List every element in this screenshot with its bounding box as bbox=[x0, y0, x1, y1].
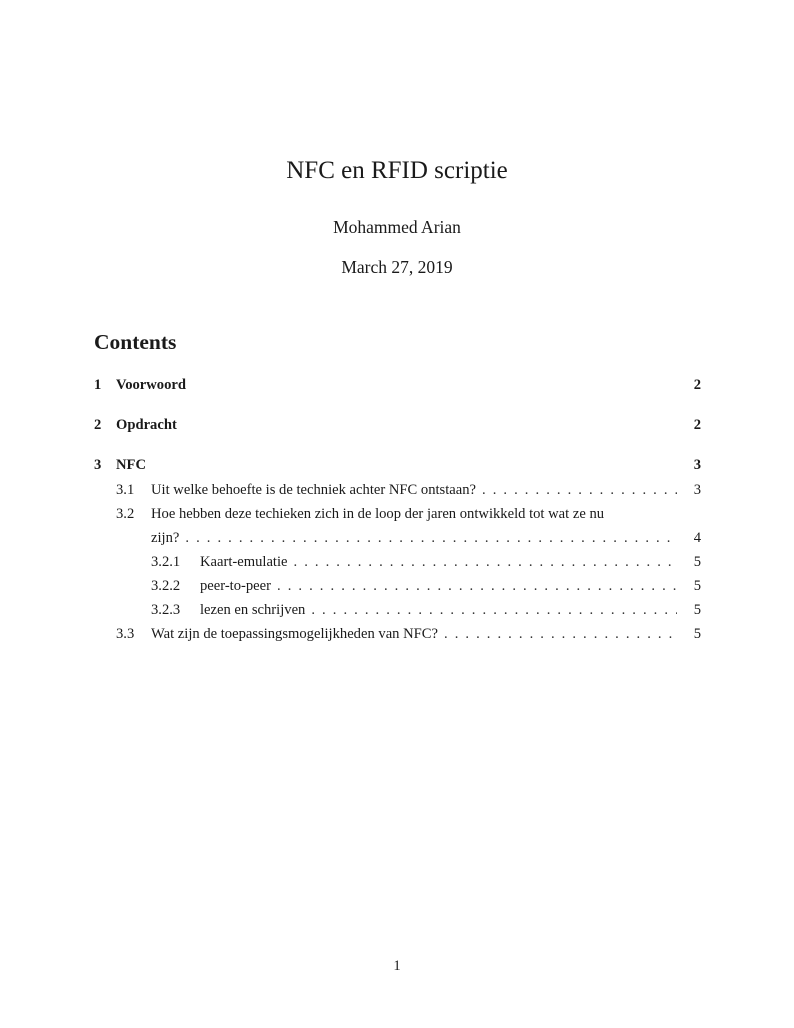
toc-page: 4 bbox=[693, 530, 701, 546]
toc-entry-3-2-2[interactable] bbox=[151, 576, 701, 596]
toc-number: 3.2.2 bbox=[151, 578, 181, 594]
contents-heading: Contents bbox=[94, 330, 177, 354]
dot-leader bbox=[482, 480, 677, 500]
toc-entry-3-2-continued[interactable] bbox=[151, 528, 701, 548]
dot-leader bbox=[277, 576, 677, 596]
toc-page: 5 bbox=[693, 578, 701, 594]
dot-leader bbox=[444, 624, 677, 644]
toc-label: Voorwoord bbox=[116, 377, 186, 393]
toc-entry-3-3[interactable] bbox=[116, 624, 701, 644]
toc-page: 3 bbox=[693, 457, 701, 473]
toc-entry-3-1[interactable] bbox=[116, 480, 701, 500]
document-author: Mohammed Arian bbox=[333, 217, 461, 237]
dot-leader bbox=[294, 552, 677, 572]
toc-label: peer-to-peer bbox=[200, 578, 272, 594]
toc-entry-3-2-3[interactable] bbox=[151, 600, 701, 620]
dot-leader bbox=[185, 528, 677, 548]
toc-label: lezen en schrijven bbox=[200, 602, 306, 618]
toc-number: 3.2 bbox=[116, 506, 135, 522]
toc-number: 1 bbox=[94, 377, 102, 393]
toc-label: Hoe hebben deze techieken zich in de loop der jaren ontwikkeld tot wat ze nu bbox=[151, 506, 605, 522]
toc-entry-nfc[interactable] bbox=[94, 455, 701, 475]
toc-entry-3-2-1[interactable] bbox=[151, 552, 701, 572]
toc-page: 5 bbox=[693, 602, 701, 618]
toc-page: 5 bbox=[693, 626, 701, 642]
toc-label: Opdracht bbox=[116, 417, 177, 433]
toc-number: 3.2.1 bbox=[151, 554, 181, 570]
toc-label: zijn? bbox=[151, 530, 180, 546]
toc-entry-3-2[interactable] bbox=[116, 504, 701, 524]
toc-number: 3.2.3 bbox=[151, 602, 181, 618]
toc-page: 5 bbox=[693, 554, 701, 570]
toc-number: 3.3 bbox=[116, 626, 135, 642]
toc-number: 2 bbox=[94, 417, 102, 433]
toc-number: 3 bbox=[94, 457, 102, 473]
dot-leader bbox=[311, 600, 677, 620]
toc-label: Uit welke behoefte is de techniek achter NFC ontstaan? bbox=[151, 482, 477, 498]
toc-number: 3.1 bbox=[116, 482, 135, 498]
toc-entry-opdracht[interactable] bbox=[94, 415, 701, 435]
document-date: March 27, 2019 bbox=[341, 257, 453, 277]
document-title: NFC en RFID scriptie bbox=[286, 157, 508, 184]
toc-page: 3 bbox=[693, 482, 701, 498]
toc-label: NFC bbox=[116, 457, 146, 473]
page-number: 1 bbox=[393, 958, 401, 974]
toc-label: Kaart-emulatie bbox=[200, 554, 288, 570]
toc-label: Wat zijn de toepassingsmogelijkheden van NFC? bbox=[151, 626, 438, 642]
toc-page: 2 bbox=[693, 417, 701, 433]
toc-page: 2 bbox=[693, 377, 701, 393]
toc-entry-voorwoord[interactable] bbox=[94, 375, 701, 395]
